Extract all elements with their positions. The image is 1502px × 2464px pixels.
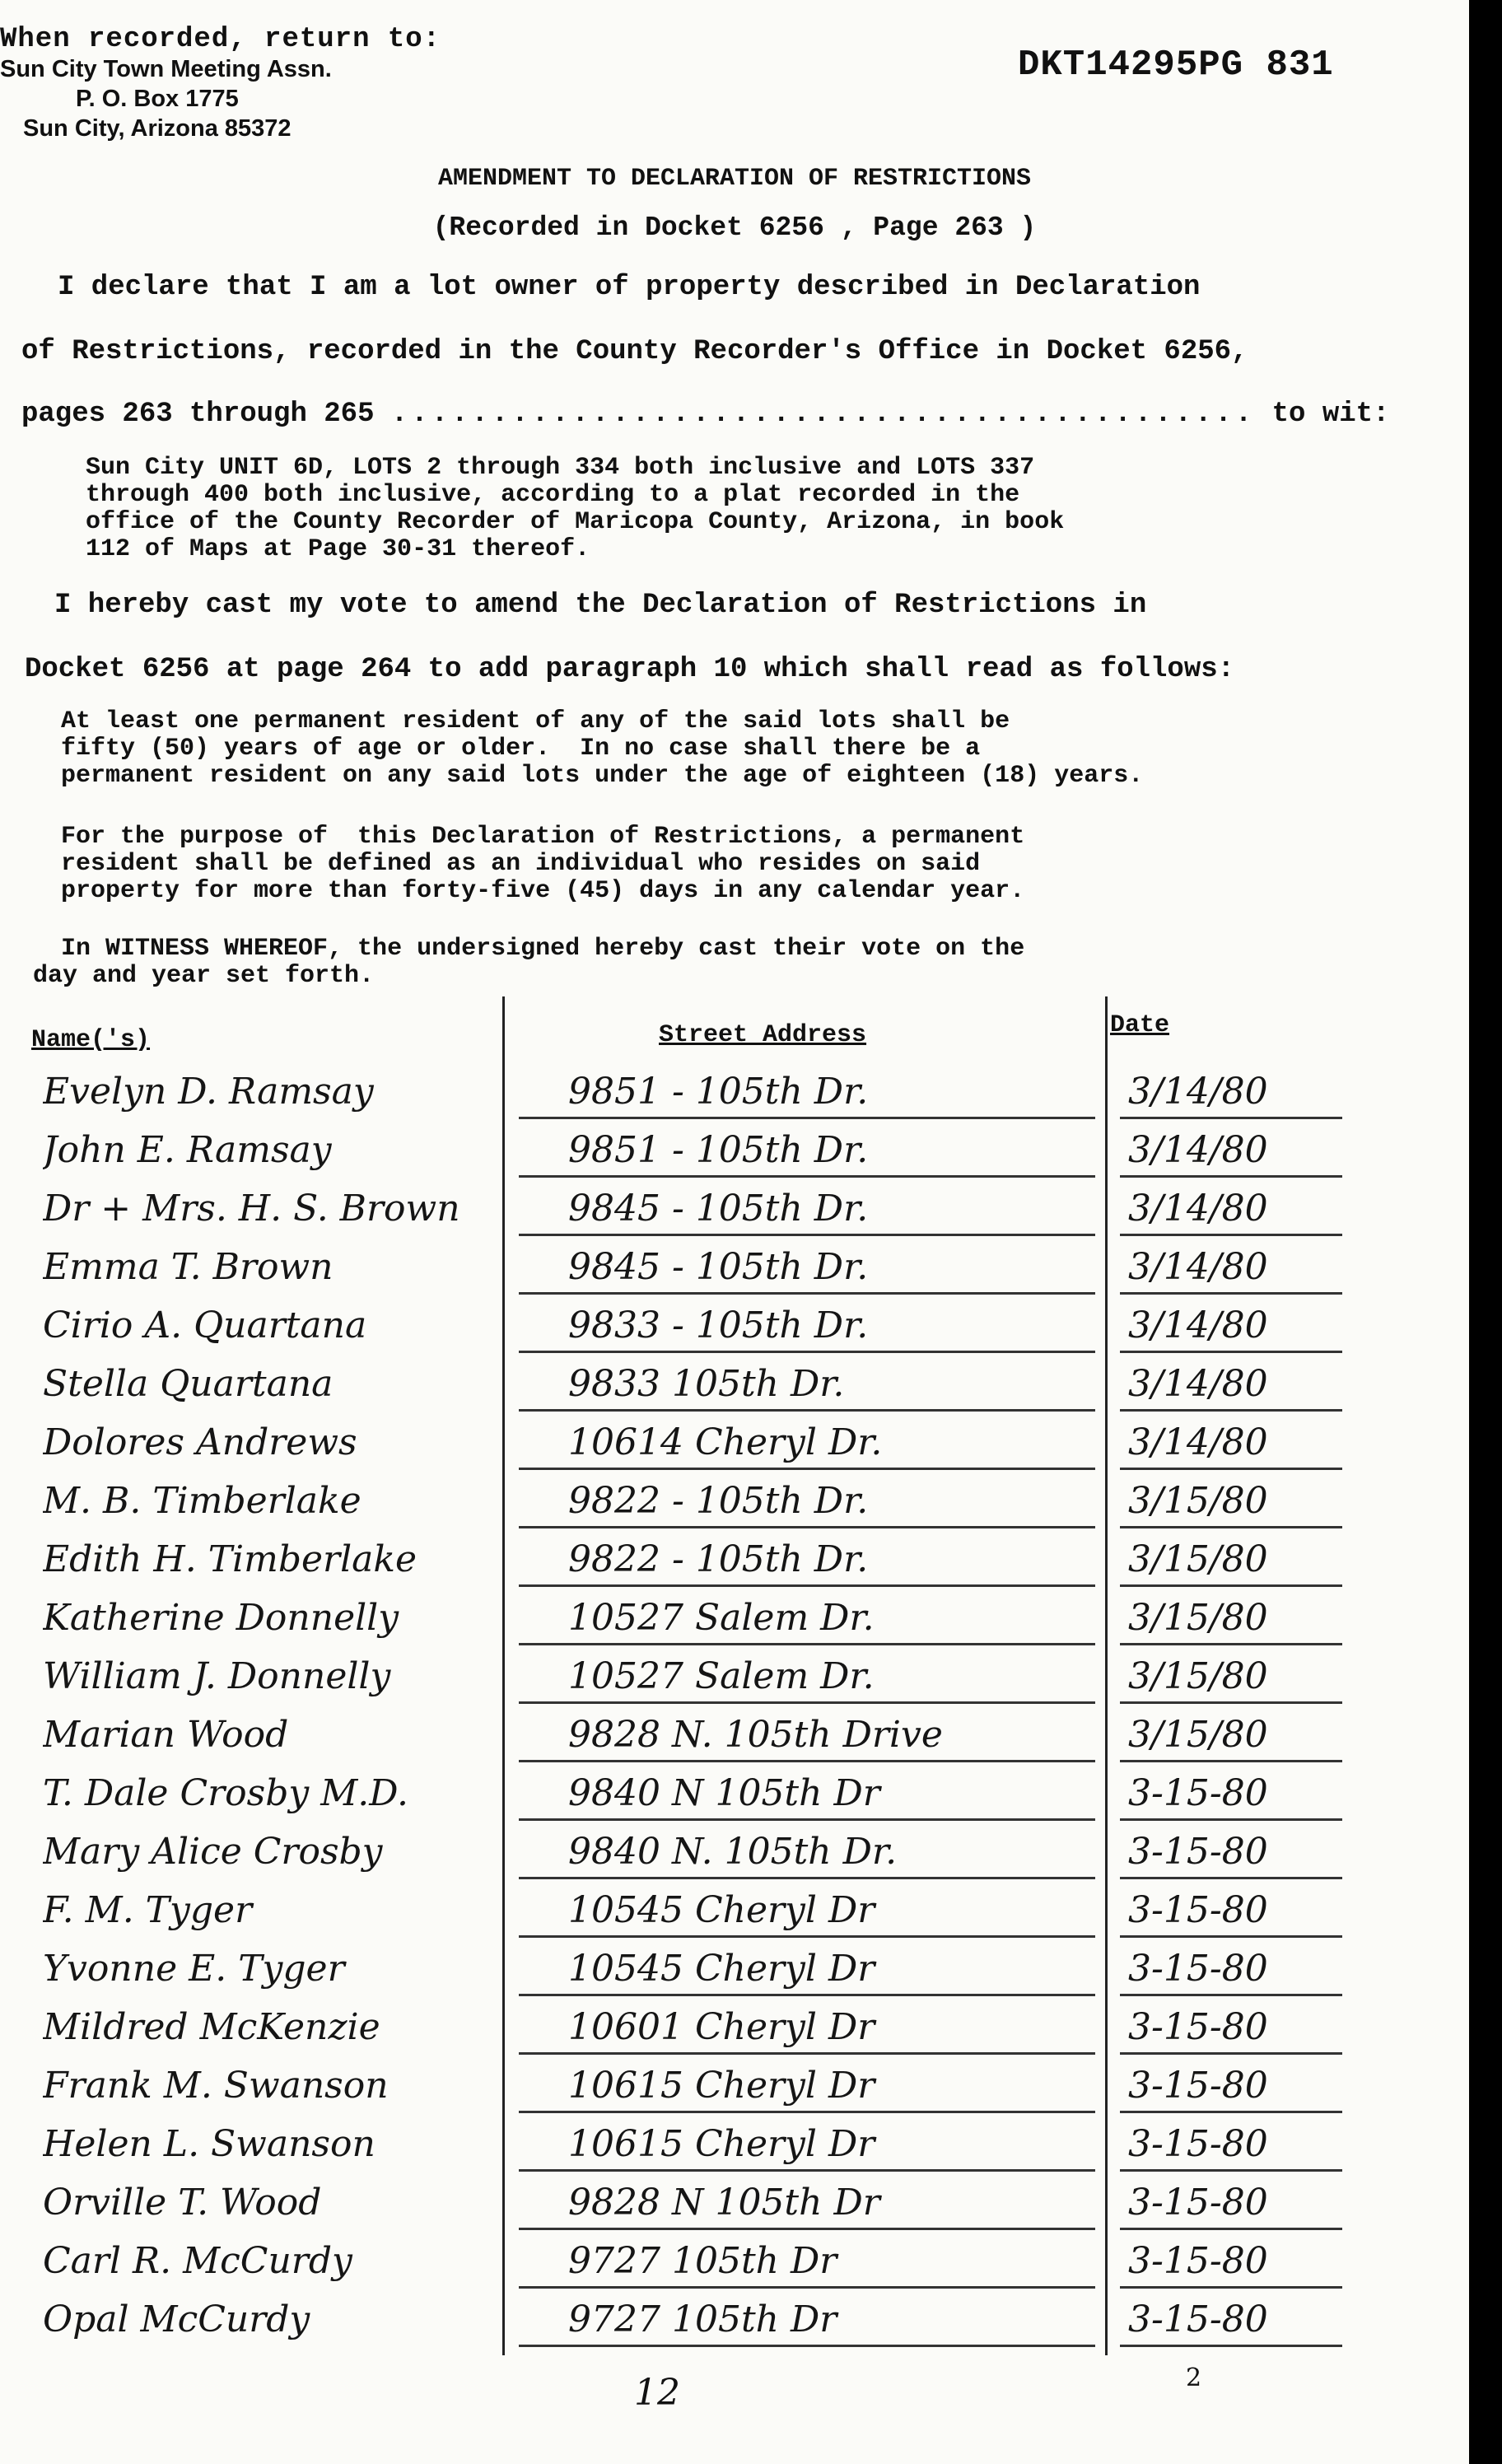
definition-line-2: resident shall be defined as an individual who resides on said [61,850,981,878]
signer-name: Dolores Andrews [43,1421,357,1463]
date-underline [1120,2286,1342,2289]
address-underline [519,1760,1095,1762]
date-underline [1120,1935,1342,1938]
date-underline [1120,2052,1342,2055]
address-underline [519,2052,1095,2055]
declaration-pages: pages 263 through 265 [21,399,375,430]
table-row [25,2297,1359,2348]
signer-name: William J. Donnelly [43,1655,391,1697]
return-address-block [0,25,441,143]
street-address: 9833 105th Dr. [568,1363,845,1405]
street-address: 10601 Cheryl Dr [568,2006,875,2048]
address-underline [519,2169,1095,2172]
declaration-line-1: I declare that I am a lot owner of property described in Declaration [58,272,1201,303]
address-underline [519,1409,1095,1412]
address-underline [519,1351,1095,1353]
paragraph-10 [61,708,1143,790]
address-underline [519,1643,1095,1645]
signer-name: Yvonne E. Tyger [43,1948,345,1990]
table-row [25,2063,1359,2114]
signer-name: Marian Wood [43,1714,289,1756]
address-underline [519,2345,1095,2347]
definition-line-1: For the purpose of this Declaration of Restrictions, a permanent [61,823,1025,851]
street-address: 10545 Cheryl Dr [568,1889,875,1931]
date-underline [1120,1584,1342,1587]
table-row [25,1420,1359,1471]
signer-name: M. B. Timberlake [43,1480,362,1522]
address-underline [519,1701,1095,1704]
witness-line-2: day and year set forth. [33,962,375,990]
legal-line-2: through 400 both inclusive, according to a plat recorded in the [86,481,1020,509]
date-underline [1120,1117,1342,1119]
header-names: Name('s) [31,1026,151,1054]
address-underline [519,1468,1095,1470]
street-address: 9828 N. 105th Drive [568,1714,943,1756]
signer-name: Mildred McKenzie [43,2006,380,2048]
date-underline [1120,1877,1342,1879]
to-wit-label: to wit: [1271,399,1390,430]
definition-line-3: property for more than forty-five (45) days in any calendar year. [61,877,1025,905]
signature-date: 3/14/80 [1128,1363,1268,1405]
date-underline [1120,2228,1342,2230]
signature-date: 3-15-80 [1128,1889,1268,1931]
street-address: 9822 - 105th Dr. [568,1538,869,1580]
date-underline [1120,1643,1342,1645]
street-address: 9727 105th Dr [568,2240,837,2282]
street-address: 9833 - 105th Dr. [568,1304,869,1346]
para10-line-3: permanent resident on any said lots under the age of eighteen (18) years. [61,762,1144,790]
signature-date: 3/15/80 [1128,1714,1268,1756]
signature-date: 3/15/80 [1128,1538,1268,1580]
signer-name: Katherine Donnelly [43,1597,399,1639]
table-row [25,1595,1359,1646]
date-underline [1120,1818,1342,1821]
signature-date: 3/14/80 [1128,1304,1268,1346]
signature-date: 3-15-80 [1128,1831,1268,1873]
table-row [25,2004,1359,2056]
signer-name: Opal McCurdy [43,2298,310,2340]
signature-date: 3-15-80 [1128,2065,1268,2107]
street-address: 9840 N. 105th Dr. [568,1831,898,1873]
table-row [25,1244,1359,1295]
table-row [25,1771,1359,1822]
signature-date: 3-15-80 [1128,2182,1268,2224]
date-underline [1120,1468,1342,1470]
signature-date: 3/14/80 [1128,1129,1268,1171]
date-underline [1120,2169,1342,2172]
legal-description [86,455,1064,563]
signer-name: John E. Ramsay [43,1129,332,1171]
table-row [25,1537,1359,1588]
table-row [25,2121,1359,2172]
street-address: 9851 - 105th Dr. [568,1129,869,1171]
table-row [25,1361,1359,1412]
header-date: Date [1110,1011,1170,1039]
address-underline [519,2111,1095,2113]
table-row [25,1946,1359,1997]
address-underline [519,1234,1095,1236]
legal-line-1: Sun City UNIT 6D, LOTS 2 through 334 both inclusive and LOTS 337 [86,454,1035,482]
date-underline [1120,2111,1342,2113]
date-underline [1120,1175,1342,1178]
date-underline [1120,1701,1342,1704]
street-address: 9845 - 105th Dr. [568,1188,869,1230]
signature-date: 3-15-80 [1128,2006,1268,2048]
street-address: 10615 Cheryl Dr [568,2123,875,2165]
table-row [25,1478,1359,1529]
signature-date: 3-15-80 [1128,2123,1268,2165]
street-address: 10614 Cheryl Dr. [568,1421,883,1463]
signer-name: Helen L. Swanson [43,2123,376,2165]
docket-stamp: DKT14295PG 831 [1018,44,1334,86]
address-underline [519,1584,1095,1587]
street-address: 9822 - 105th Dr. [568,1480,869,1522]
date-underline [1120,1994,1342,1996]
signer-name: Edith H. Timberlake [43,1538,417,1580]
table-row [25,1186,1359,1237]
vote-line-1: I hereby cast my vote to amend the Declaration of Restrictions in [54,590,1147,621]
legal-line-3: office of the County Recorder of Maricopa County, Arizona, in book [86,508,1065,536]
street-address: 9828 N 105th Dr [568,2182,880,2224]
signature-date: 3-15-80 [1128,1948,1268,1990]
street-address: 10615 Cheryl Dr [568,2065,875,2107]
address-underline [519,1292,1095,1295]
declaration-line-3 [21,399,1389,430]
table-row [25,1712,1359,1763]
return-line-2: P. O. Box 1775 [76,86,239,112]
resident-definition [61,824,1024,905]
signature-table [25,996,1359,2355]
signer-name: Emma T. Brown [43,1246,334,1288]
signer-name: Evelyn D. Ramsay [43,1071,374,1113]
signature-date: 3/15/80 [1128,1655,1268,1697]
street-address: 10545 Cheryl Dr [568,1948,875,1990]
dotted-leader: ........................................... [390,399,1256,430]
address-underline [519,1994,1095,1996]
address-underline [519,1818,1095,1821]
document-subtitle: (Recorded in Docket 6256 , Page 263 ) [432,212,1037,243]
street-address: 9845 - 105th Dr. [568,1246,869,1288]
table-row [25,1654,1359,1705]
street-address: 10527 Salem Dr. [568,1655,875,1697]
street-address: 10527 Salem Dr. [568,1597,875,1639]
signature-date: 3-15-80 [1128,2240,1268,2282]
para10-line-1: At least one permanent resident of any of the said lots shall be [61,707,1010,735]
signer-name: Stella Quartana [43,1363,334,1405]
date-underline [1120,1234,1342,1236]
signer-name: Dr + Mrs. H. S. Brown [43,1188,460,1230]
address-underline [519,2228,1095,2230]
address-underline [519,1117,1095,1119]
page-number: 12 [634,2372,680,2414]
signer-name: Cirio A. Quartana [43,1304,367,1346]
witness-line-1: In WITNESS WHEREOF, the undersigned hereby cast their vote on the [61,935,1025,963]
date-underline [1120,1409,1342,1412]
page-mark: 2 [1186,2364,1202,2392]
table-row [25,2180,1359,2231]
scan-border [1469,0,1502,2464]
date-underline [1120,1292,1342,1295]
signer-name: Frank M. Swanson [43,2065,389,2107]
declaration-line-2: of Restrictions, recorded in the County Recorder's Office in Docket 6256, [21,336,1248,367]
address-underline [519,1935,1095,1938]
legal-line-4: 112 of Maps at Page 30-31 thereof. [86,535,590,563]
signer-name: F. M. Tyger [43,1889,253,1931]
street-address: 9727 105th Dr [568,2298,837,2340]
signature-date: 3/15/80 [1128,1480,1268,1522]
signature-date: 3/14/80 [1128,1421,1268,1463]
table-row [25,1888,1359,1939]
document-title: AMENDMENT TO DECLARATION OF RESTRICTIONS [437,165,1032,193]
signature-date: 3/14/80 [1128,1246,1268,1288]
address-underline [519,1877,1095,1879]
header-street-address: Street Address [659,1021,867,1049]
signature-date: 3-15-80 [1128,2298,1268,2340]
signature-date: 3/14/80 [1128,1071,1268,1113]
street-address: 9851 - 105th Dr. [568,1071,869,1113]
address-underline [519,1175,1095,1178]
para10-line-2: fifty (50) years of age or older. In no case shall there be a [61,735,981,763]
table-row [25,1303,1359,1354]
address-underline [519,1526,1095,1528]
signer-name: T. Dale Crosby M.D. [43,1772,408,1814]
street-address: 9840 N 105th Dr [568,1772,880,1814]
signature-date: 3/14/80 [1128,1188,1268,1230]
date-underline [1120,2345,1342,2347]
table-row [25,1069,1359,1120]
date-underline [1120,1351,1342,1353]
date-underline [1120,1760,1342,1762]
table-row [25,1127,1359,1178]
address-underline [519,2286,1095,2289]
signature-date: 3/15/80 [1128,1597,1268,1639]
date-underline [1120,1526,1342,1528]
return-heading: When recorded, return to: [0,24,441,55]
return-line-1: Sun City Town Meeting Assn. [0,56,332,82]
table-row [25,1829,1359,1880]
signer-name: Orville T. Wood [43,2182,322,2224]
vote-line-2: Docket 6256 at page 264 to add paragraph 10 which shall read as follows: [25,654,1235,685]
table-row [25,2238,1359,2289]
signature-date: 3-15-80 [1128,1772,1268,1814]
signer-name: Carl R. McCurdy [43,2240,352,2282]
return-line-3: Sun City, Arizona 85372 [23,115,292,142]
signer-name: Mary Alice Crosby [43,1831,383,1873]
witness-clause [33,936,1024,990]
